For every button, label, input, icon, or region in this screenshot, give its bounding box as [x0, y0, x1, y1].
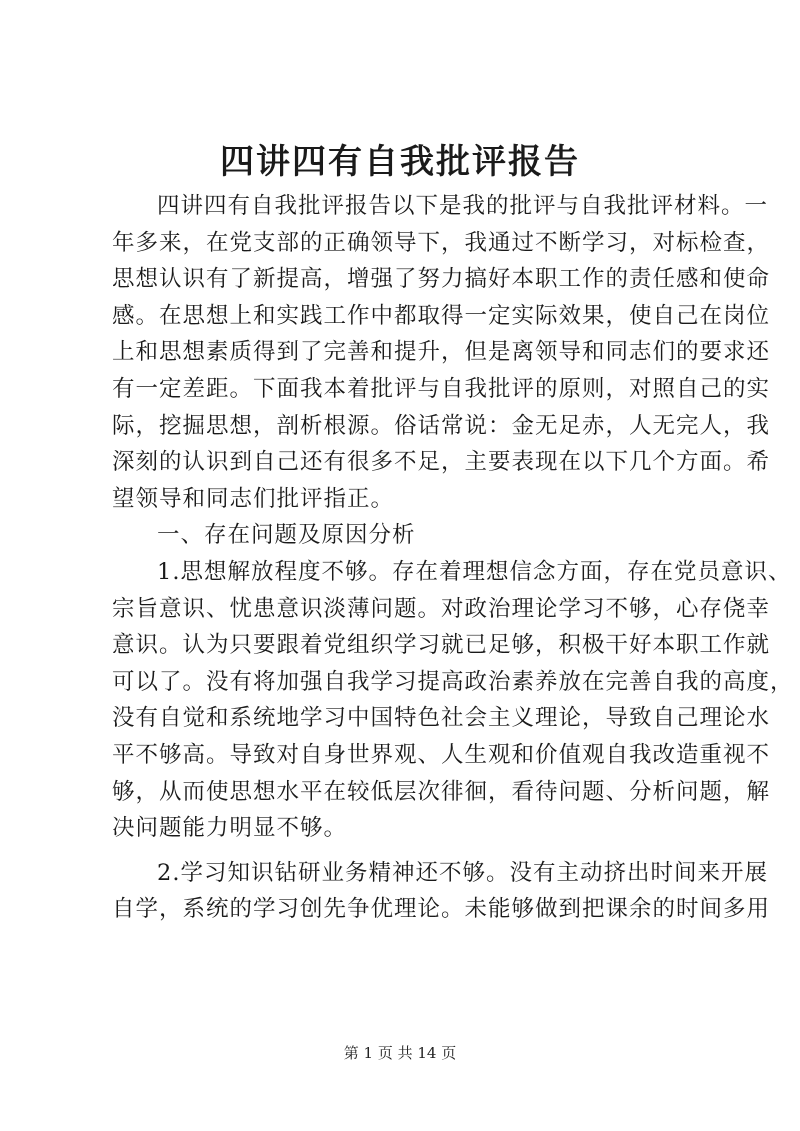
paragraph-gap: [112, 847, 712, 855]
document-body: [112, 188, 794, 928]
paragraph-line: 感。在思想上和实践工作中都取得一定实际效果，使自己在岗位: [112, 302, 771, 329]
paragraph-line: 平不够高。导致对自身世界观、人生观和价值观自我改造重视不: [112, 741, 771, 768]
paragraph-line: 上和思想素质得到了完善和提升，但是离领导和同志们的要求还: [112, 339, 771, 366]
paragraph-line: 思想认识有了新提高，增强了努力搞好本职工作的责任感和使命: [112, 266, 771, 293]
page-footer: 第 1 页 共 14 页: [343, 1044, 457, 1062]
paragraph-line: 没有自觉和系统地学习中国特色社会主义理论，导致自己理论水: [112, 705, 771, 732]
paragraph-line: 年多来，在党支部的正确领导下，我通过不断学习，对标检查，: [112, 229, 771, 256]
paragraph-line: 可以了。没有将加强自我学习提高政治素养放在完善自我的高度，: [112, 668, 794, 695]
section-heading: 一、存在问题及原因分析: [157, 522, 416, 549]
paragraph-line: 际，挖掘思想，剖析根源。俗话常说：金无足赤，人无完人，我: [112, 412, 771, 439]
paragraph-line: 意识。认为只要跟着党组织学习就已足够，积极干好本职工作就: [112, 632, 771, 659]
paragraph-line: 自学，系统的学习创先争优理论。未能够做到把课余的时间多用: [112, 896, 771, 923]
paragraph-line: 四讲四有自我批评报告以下是我的批评与自我批评材料。一: [157, 193, 769, 219]
paragraph-line: 深刻的认识到自己还有很多不足，主要表现在以下几个方面。希: [112, 449, 771, 476]
document-title: 四讲四有自我批评报告: [220, 142, 580, 182]
paragraph-line: 够，从而使思想水平在较低层次徘徊，看待问题、分析问题，解: [112, 778, 771, 805]
paragraph-line: 决问题能力明显不够。: [112, 815, 348, 842]
paragraph-line: 2.学习知识钻研业务精神还不够。没有主动挤出时间来开展: [157, 859, 768, 886]
paragraph-line: 1.思想解放程度不够。存在着理想信念方面，存在党员意识、: [157, 558, 792, 585]
paragraph-line: 有一定差距。下面我本着批评与自我批评的原则，对照自己的实: [112, 375, 771, 402]
paragraph-line: 宗旨意识、忧患意识淡薄问题。对政治理论学习不够，心存侥幸: [112, 595, 771, 622]
paragraph-line: 望领导和同志们批评指正。: [112, 485, 395, 512]
